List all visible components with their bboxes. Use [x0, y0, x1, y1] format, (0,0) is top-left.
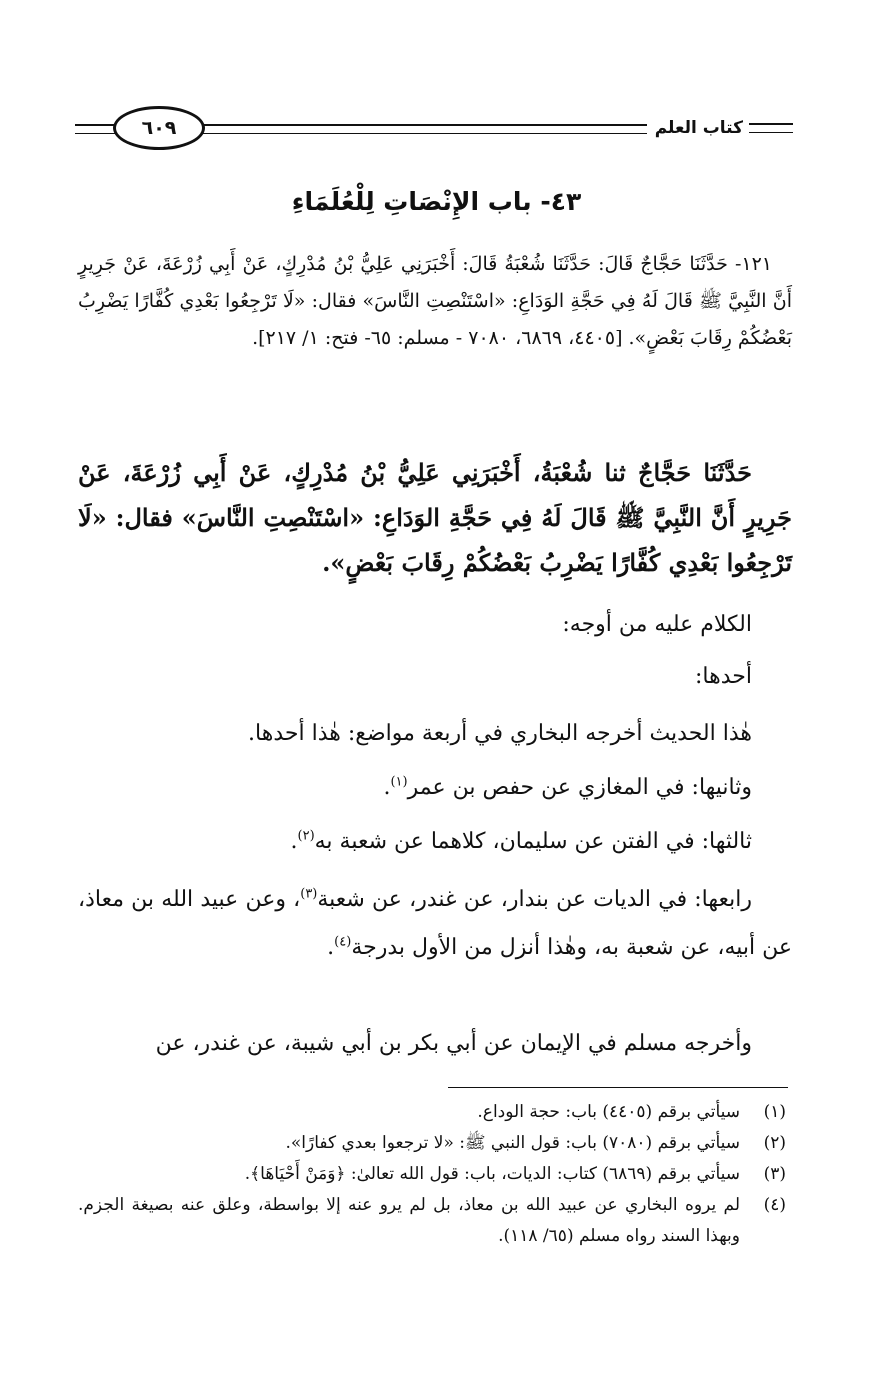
paragraph-fourth-end: . [327, 935, 335, 960]
footnote-text: سيأتي برقم (٤٤٠٥) باب: حجة الوداع. [477, 1102, 740, 1122]
hadith-commentary-body: حَدَّثَنَا حَجَّاجٌ ثنا شُعْبَةُ، أَخْبَرَنِي عَلِيُّ بْنُ مُدْرِكٍ، عَنْ أَبِي زُرْعَةَ، عَنْ جَرِيرٍ أَنَّ النَّبِيَّ ﷺ قَالَ لَهُ فِي حَجَّةِ الوَدَاعِ: «اسْتَنْصِتِ النَّاسَ» فقال: «لَا تَرْجِعُوا بَعْدِي كُفَّارًا يَضْرِبُ بَعْضُكُمْ رِقَابَ بَعْضٍ». [78, 458, 792, 577]
footnote-number: (٤) [763, 1195, 786, 1215]
footnote-text: سيأتي برقم (٧٠٨٠) باب: قول النبي ﷺ: «لا ترجعوا بعدي كفارًا». [285, 1133, 740, 1153]
paragraph-second-text: وثانيها: في المغازي عن حفص بن عمر [407, 775, 752, 800]
paragraph-third-text: ثالثها: في الفتن عن سليمان، كلاهما عن شعبة به [314, 829, 752, 854]
footnote-ref-3[interactable]: (٣) [300, 886, 318, 902]
paragraph-fourth-text-b: ، وعن عبيد الله بن معاذ، عن أبيه، عن شعبة به، وهٰذا أنزل من الأول بدرجة [78, 887, 792, 960]
paragraph-fourth-text-a: رابعها: في الديات عن بندار، عن غندر، عن شعبة [317, 887, 752, 912]
header-rule-middle-bottom [201, 133, 647, 134]
footnote-item [78, 1190, 792, 1252]
footnote-ref-2[interactable]: (٢) [297, 828, 315, 844]
footnote-number: (٢) [763, 1133, 786, 1153]
footnote-item [78, 1128, 792, 1159]
footnote-ref-4[interactable]: (٤) [334, 934, 352, 950]
footnote-separator [448, 1087, 788, 1088]
header-rule-right-bottom [749, 132, 793, 133]
footnote-number: (١) [763, 1102, 786, 1122]
chapter-title: ٤٣- باب الإِنْصَاتِ لِلْعُلَمَاءِ [291, 187, 582, 216]
paragraph-locations-text: هٰذا الحديث أخرجه البخاري في أربعة مواضع: هٰذا أحدها. [248, 721, 752, 746]
header-rule-left-bottom [75, 133, 119, 134]
paragraph-intro-text: الكلام عليه من أوجه: [562, 612, 752, 637]
paragraph-fourth [78, 876, 792, 972]
hadith-commentary-text [78, 450, 792, 585]
footnote-number: (٣) [763, 1164, 786, 1184]
page-number: ٦٠٩ [113, 106, 205, 150]
footnote-text: لم يروه البخاري عن عبيد الله بن معاذ، بل لم يرو عنه إلا بواسطة، وعلق عنه بصيغة الجزم. وبهذا السند رواه مسلم (٦٥/ ١١٨). [78, 1195, 740, 1246]
hadith-source-body: ١٢١- حَدَّثَنَا حَجَّاجٌ قَالَ: حَدَّثَنَا شُعْبَةُ قَالَ: أَخْبَرَنِي عَلِيُّ بْنُ مُدْرِكٍ، عَنْ أَبِي زُرْعَةَ، عَنْ جَرِيرٍ أَنَّ النَّبِيَّ ﷺ قَالَ لَهُ فِي حَجَّةِ الوَدَاعِ: «اسْتَنْصِتِ النَّاسَ» فقال: «لَا تَرْجِعُوا بَعْدِي كُفَّارًا يَضْرِبُ بَعْضُكُمْ رِقَابَ بَعْضٍ». [٤٤٠٥، ٦٨٦٩، ٧٠٨٠ - مسلم: ٦٥- فتح: ١/ ٢١٧]. [78, 253, 792, 349]
header-rule-middle-top [201, 124, 647, 126]
paragraph-locations [78, 714, 792, 754]
hadith-source-text [78, 246, 792, 357]
paragraph-first-text: أحدها: [695, 664, 752, 689]
paragraph-intro [78, 605, 792, 645]
paragraph-first [78, 657, 792, 697]
paragraph-third [78, 822, 792, 862]
header-rule-right-top [749, 123, 793, 125]
book-title: كتاب العلم [654, 118, 743, 138]
footnote-ref-1[interactable]: (١) [390, 774, 408, 790]
paragraph-second [78, 768, 792, 808]
footnote-item [78, 1097, 792, 1128]
footnote-item [78, 1159, 792, 1190]
running-header [75, 106, 793, 156]
paragraph-second-end: . [383, 775, 391, 800]
paragraph-fifth-text: وأخرجه مسلم في الإيمان عن أبي بكر بن أبي شيبة، عن غندر، عن [155, 1031, 752, 1056]
paragraph-fifth [78, 1024, 792, 1064]
paragraph-third-end: . [290, 829, 298, 854]
footnote-text: سيأتي برقم (٦٨٦٩) كتاب: الديات، باب: قول الله تعالىٰ: ﴿وَمَنْ أَحْيَاهَا﴾. [244, 1164, 740, 1184]
footnotes [78, 1097, 792, 1252]
